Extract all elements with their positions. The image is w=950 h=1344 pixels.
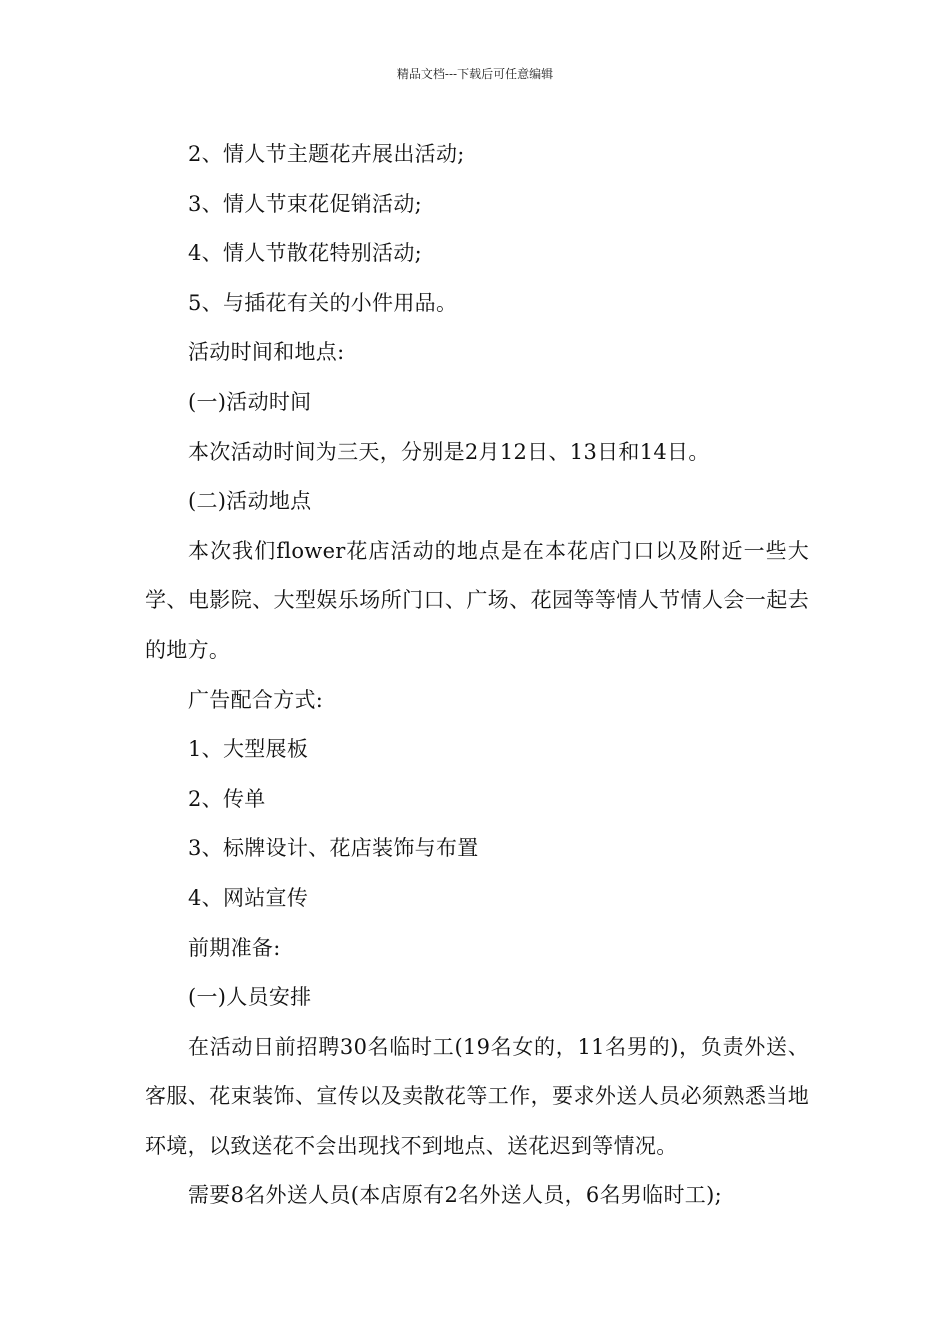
list-item-bouquet-promotion: 3、情人节束花促销活动; bbox=[188, 191, 423, 216]
section-heading-time-place: 活动时间和地点: bbox=[188, 340, 345, 365]
paragraph-activity-place: 本次我们flower花店活动的地点是在本花店门口以及附近一些大学、电影院、大型娱乐场所门口、广场、花园等等情人节情人会一起去的地方。 bbox=[145, 538, 809, 662]
paragraph-staffing: 在活动日前招聘30名临时工(19名女的，11名男的)，负责外送、客服、花束装饰、宣传以及卖散花等工作，要求外送人员必须熟悉当地环境，以致送花不会出现找不到地点、送花迟到等情况。 bbox=[145, 1034, 809, 1158]
list-item-theme-exhibition: 2、情人节主题花卉展出活动; bbox=[188, 142, 465, 166]
subheading-activity-place: (二)活动地点 bbox=[188, 489, 312, 514]
section-heading-preparation: 前期准备: bbox=[188, 935, 281, 960]
page-header: 精品文档---下载后可任意编辑 bbox=[396, 67, 554, 81]
list-item-signage-decoration: 3、标牌设计、花店装饰与布置 bbox=[188, 836, 479, 861]
list-item-loose-flower-activity: 4、情人节散花特别活动; bbox=[188, 241, 423, 266]
paragraph-delivery-staff: 需要8名外送人员(本店原有2名外送人员，6名男临时工); bbox=[188, 1183, 722, 1208]
list-item-accessories: 5、与插花有关的小件用品。 bbox=[188, 290, 458, 315]
subheading-staffing: (一)人员安排 bbox=[188, 985, 312, 1010]
subheading-activity-time: (一)活动时间 bbox=[188, 389, 312, 414]
section-heading-advertising: 广告配合方式: bbox=[188, 687, 324, 712]
list-item-display-board: 1、大型展板 bbox=[188, 737, 309, 762]
paragraph-activity-time: 本次活动时间为三天，分别是2月12日、13日和14日。 bbox=[188, 439, 710, 464]
list-item-website: 4、网站宣传 bbox=[188, 885, 309, 910]
list-item-flyers: 2、传单 bbox=[188, 786, 266, 811]
document-body bbox=[145, 130, 809, 1221]
